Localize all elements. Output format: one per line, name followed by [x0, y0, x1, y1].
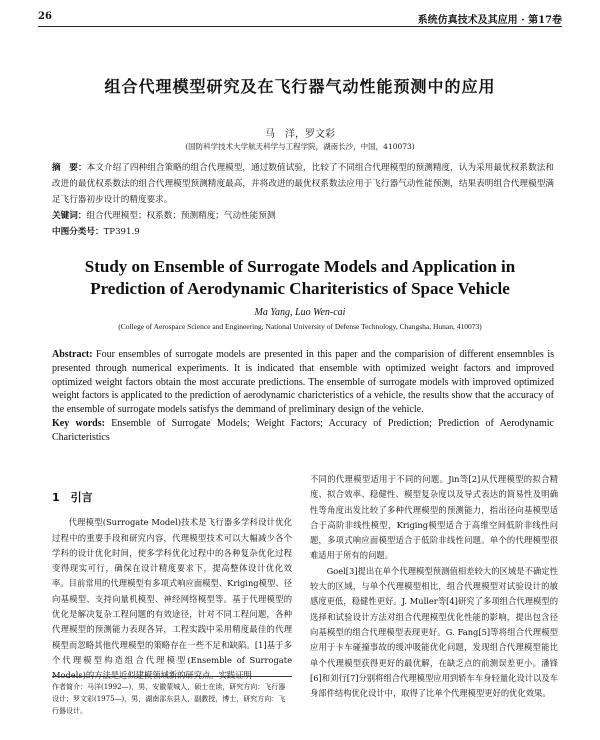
left-column: [52, 462, 292, 684]
chinese-affiliation: (国防科学技术大学航天科学与工程学院，湖南长沙，中国，410073): [185, 142, 415, 151]
chinese-keywords-label: 关键词：: [52, 211, 87, 221]
intro-paragraph-2: 不同的代理模型适用于不同的问题。Jin等[2]从代理模型的拟合精度、拟合效率、稳健性、模型复杂度以及导式表达的简易性及明确性等角度出发比较了多种代理模型的预测能力，指出径向基模型适合于高阶非线性模型，Kriging模型适合于高维空间低阶非线性问题，多项式响应面模型适合于低阶非线性问题。单个的代理模型很难适用于所有的问题。: [310, 474, 558, 561]
english-abstract-block: [52, 348, 554, 445]
english-title-line-2: Prediction of Aerodynamic Chariteristics of Space Vehicle: [90, 279, 510, 298]
page-number: 26: [38, 11, 52, 22]
chinese-abstract-text: 本文介绍了四种组合策略的组合代理模型，通过数值试验，比较了不同组合代理模型的预测精度，认为采用最优权系数法和改进的最优权系数法的组合代理模型预测精度最高，并将改进的最优权系数法应用于飞行器气动性能预测，结果表明组合代理模型满足飞行器初步设计的精度要求。: [52, 163, 554, 205]
chinese-authors: 马 洋，罗文彩: [265, 129, 335, 140]
intro-paragraph-3: Goel[3]提出在单个代理模型预测值相差较大的区域是不确定性较大的区域，与单个代理模型相比，组合代理模型对试验设计的敏感度更低，稳健性更好。J. Muller等[4]研究了多项组合代理模型的选择和试验设计方法对组合代理模型优化性能的影响，提出包含径向基模型的组合代理模型表现更好。G. Fang[5]等将组合代理模型应用于卡车碰撞事故的缓冲吸能优化问题，发现组合代理模型能比单个代理模型获得更好的最优解，在缺乏点的前测误差更小。潘锋[6]和刘行[7]分别将组合代理模型应用到轿车车身轻量化设计以及车身部件结构优化设计中，取得了比单个代理模型更好的优化效果。: [310, 565, 558, 699]
english-keywords: [52, 417, 554, 445]
chinese-title: 组合代理模型研究及在飞行器气动性能预测中的应用: [104, 77, 496, 96]
english-keywords-text: Ensemble of Surrogate Models; Weight Factors; Accuracy of Prediction; Prediction of Aerodynamic Charicteristics: [52, 417, 554, 443]
page-header: [38, 10, 562, 27]
intro-paragraph-1: 代理模型(Surrogate Model)技术是飞行器多学科设计优化过程中的重要手段和研究内容，代理模型技术可以大幅减少各个学科的设计优化时间，使多学科优化过程中的各种复杂优化过程变得现实可行，确保在设计精度要求下，提高整体设计优化效率。目前常用的代理模型有多项式响应面模型、Kriging模型、径向基模型、支持向量机模型、神经网络模型等。基于代理模型的优化是解决复杂工程问题的有效途径，针对不同工程问题，各种代理模型的预测能力表现各异，工程实践中采用精度最佳的代理模型而忽略其他代理模型的策略存在一些不足和缺陷。[1]基于多个代理模型构造组合代理模型(Ensemble of Surrogate Models)的方法是近似建模领域新的研究点。实践证明: [52, 517, 292, 681]
chinese-abstract-block: [52, 160, 554, 240]
chinese-clc-label: 中图分类号：: [52, 227, 104, 237]
author-footnote: 作者简介：马洋(1992—)，男，安徽蒙城人，硕士在读，研究方向：飞行器设计；罗文彩(1975—)，男，湖南邵东县人，副教授，博士，研究方向：飞行器设计。: [52, 676, 292, 717]
english-authors: Ma Yang, Luo Wen-cai: [254, 307, 346, 318]
chinese-clc-text: TP391.9: [103, 227, 140, 237]
section-1-heading: 1 引言: [52, 491, 93, 504]
chinese-keywords: [52, 208, 554, 224]
right-column: [310, 472, 558, 701]
chinese-clc: [52, 224, 554, 240]
english-title: [40, 256, 560, 300]
english-affiliation: (College of Aerospace Science and Engineering, National University of Defense Technology, Changsha, Hunan, 410073): [118, 322, 482, 331]
english-abstract-label: Abstract:: [52, 349, 93, 360]
chinese-keywords-text: 组合代理模型；权系数；预测精度；气动性能预测: [86, 211, 276, 221]
english-abstract: [52, 348, 554, 417]
english-title-line-1: Study on Ensemble of Surrogate Models and Application in: [84, 257, 516, 276]
chinese-abstract: [52, 160, 554, 208]
english-keywords-label: Key words:: [52, 417, 105, 429]
journal-name: 系统仿真技术及其应用 · 第17卷: [417, 15, 562, 26]
chinese-abstract-label: 摘 要：: [52, 163, 87, 173]
english-abstract-text: Four ensembles of surrogate models are presented in this paper and the comparision of different ensemnbles is presented through numerical experiments. It is indicated that ensemble with optimized weight factors and improved optimized weight factors obtain the most accurate predictions. The ensemble of surrogate models with improved optimized weight factors is applicated to the prediction of aerodynamic charicteristics of a vehicle, the results show that the accuracy of the ensemble of surrogate models satisfys the demmand of preliminary design of the vehicle.: [52, 349, 554, 416]
